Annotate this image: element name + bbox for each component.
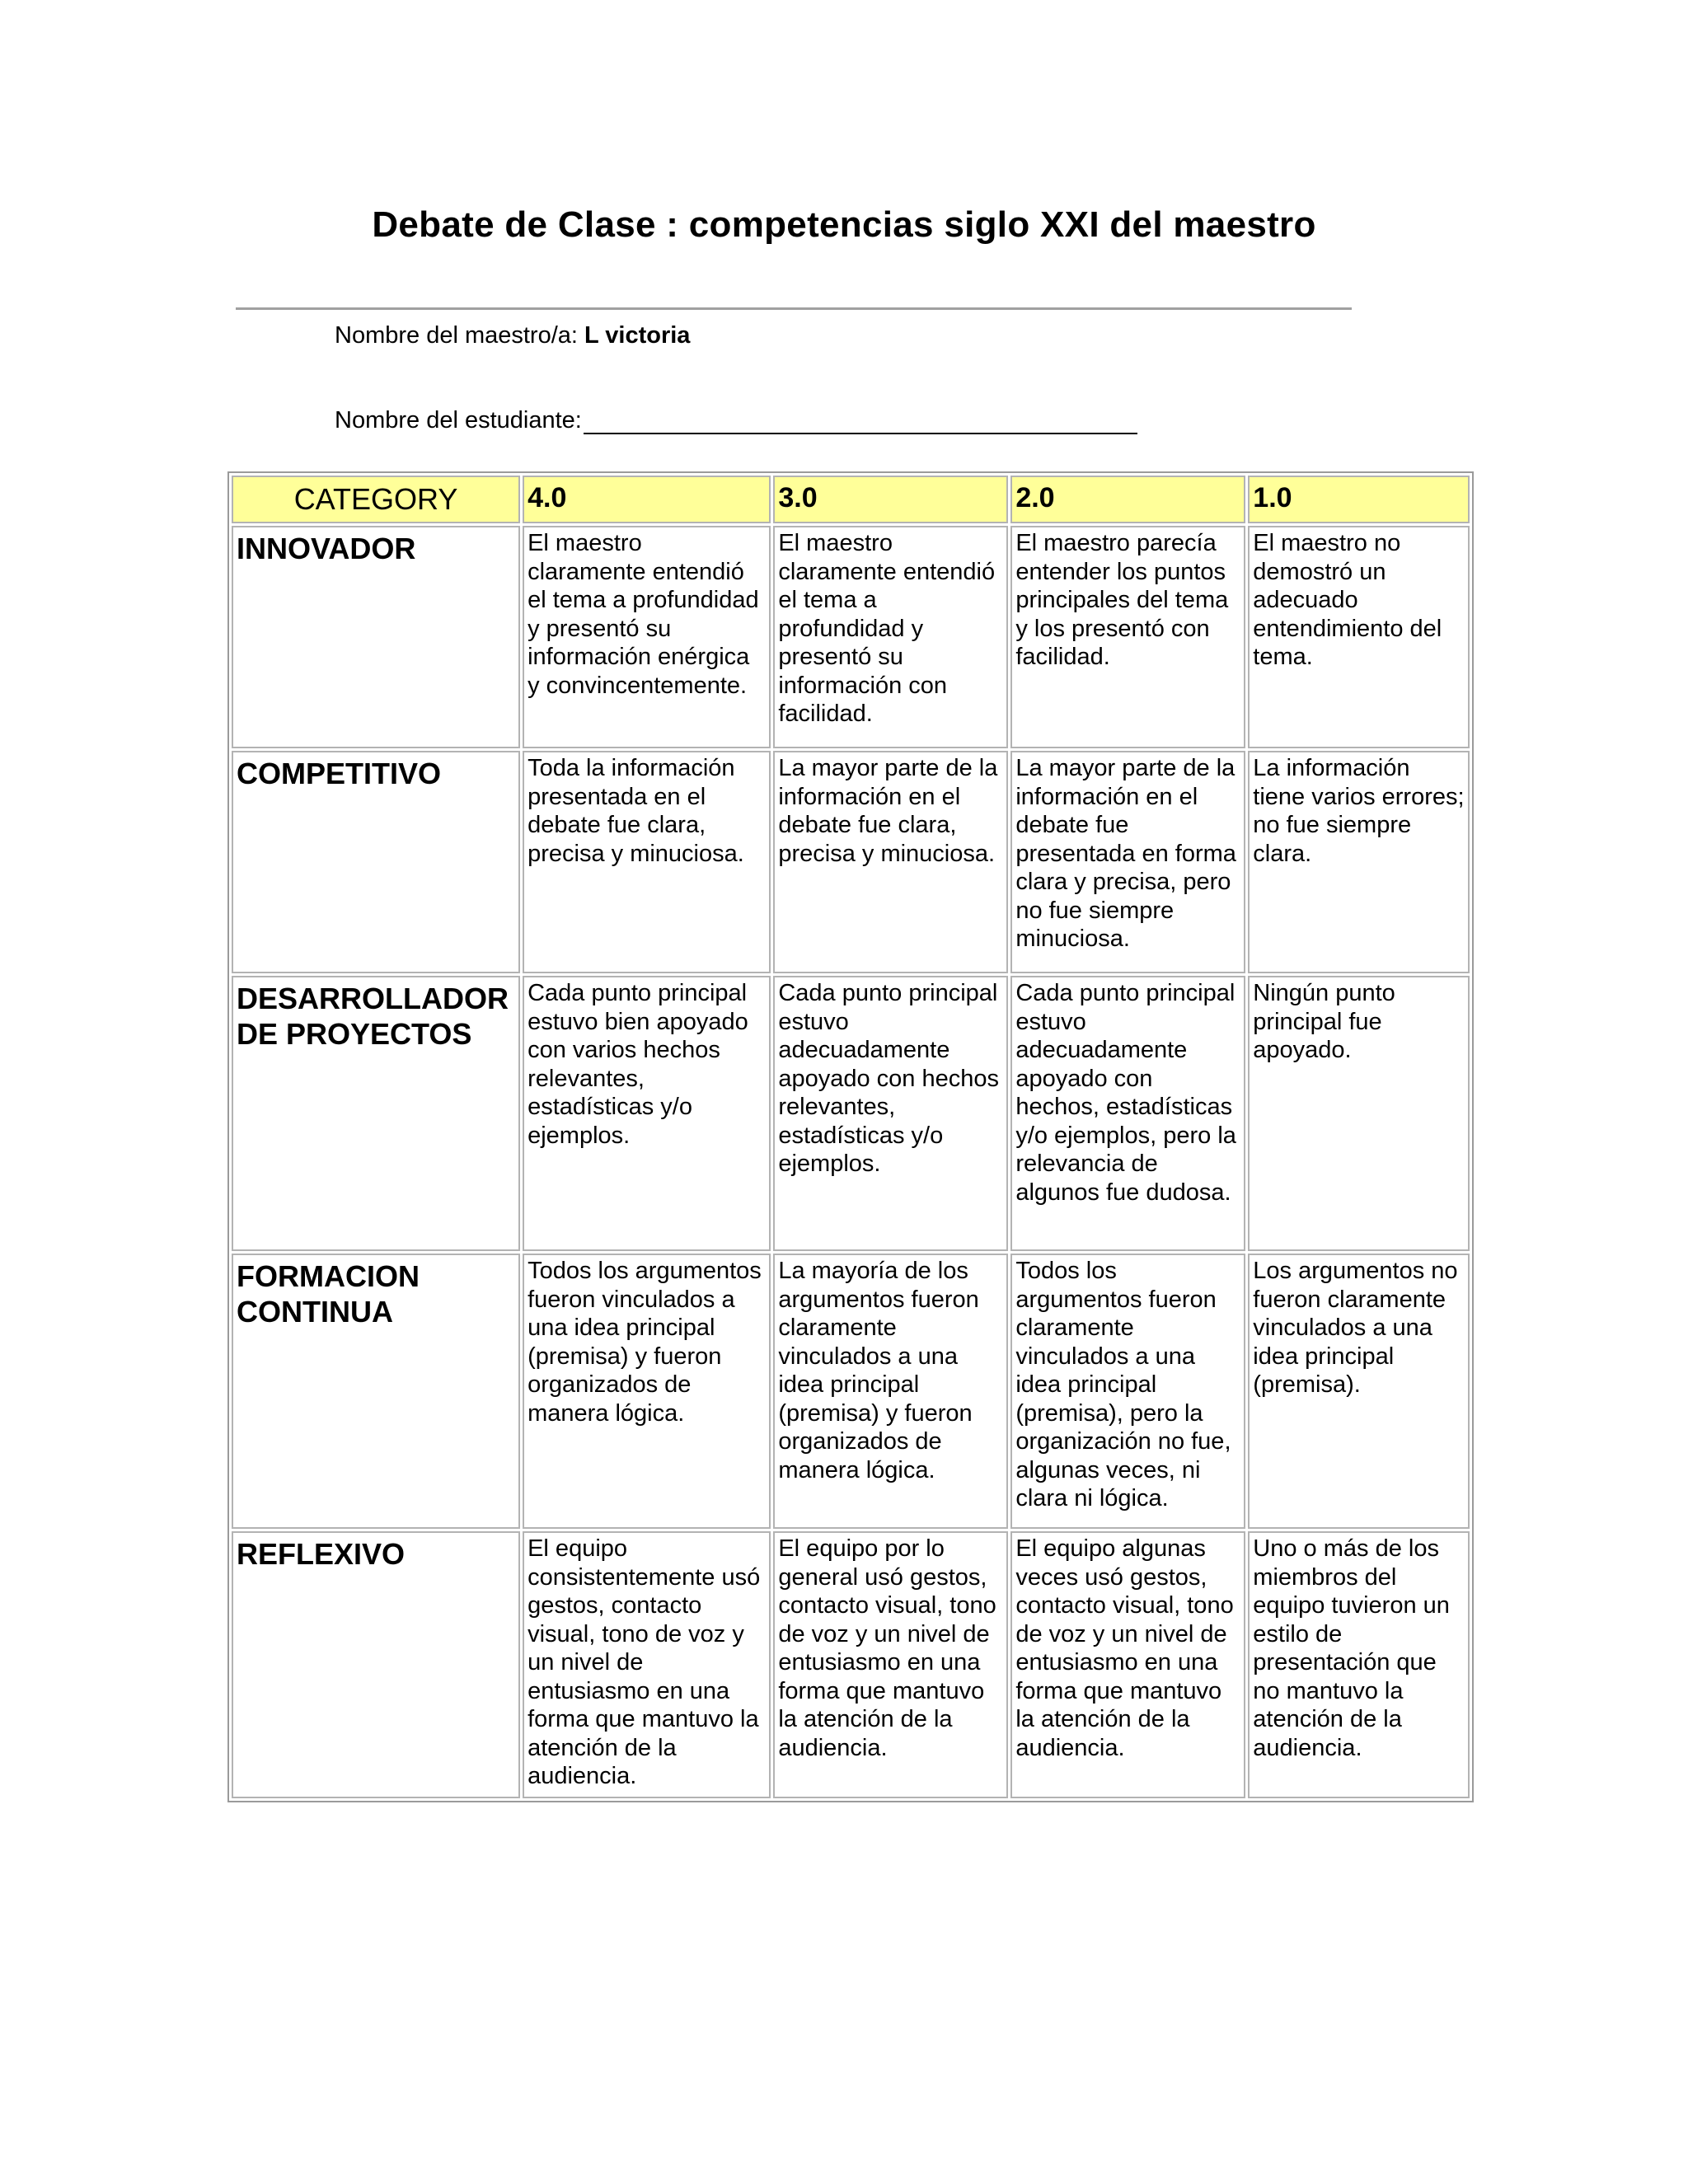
rubric-cell: La mayor parte de la información en el debate fue clara, precisa y minuciosa. [773, 751, 1008, 973]
document-title: Debate de Clase : competencias siglo XXI del maestro [372, 204, 1316, 245]
rubric-cell: La mayor parte de la información en el debate fue presentada en forma clara y precisa, pero no fue siempre minuciosa. [1010, 751, 1245, 973]
rubric-row [232, 1531, 1470, 1798]
row-category: COMPETITIVO [232, 751, 520, 973]
rubric-cell: El maestro claramente entendió el tema a profundidad y presentó su información enérgica y convincentemente. [523, 526, 771, 748]
title-divider [236, 307, 1352, 310]
header-score-4: 4.0 [523, 476, 771, 523]
rubric-row [232, 526, 1470, 748]
rubric-cell: El equipo algunas veces usó gestos, contacto visual, tono de voz y un nivel de entusiasmo en una forma que mantuvo la atención de la audiencia. [1010, 1531, 1245, 1798]
rubric-cell: Cada punto principal estuvo adecuadamente apoyado con hechos relevantes, estadísticas y/o ejemplos. [773, 976, 1008, 1251]
header-score-2: 2.0 [1010, 476, 1245, 523]
rubric-row [232, 1254, 1470, 1529]
header-category: CATEGORY [232, 476, 520, 523]
rubric-cell: El equipo consistentemente usó gestos, contacto visual, tono de voz y un nivel de entusiasmo en una forma que mantuvo la atención de la audiencia. [523, 1531, 771, 1798]
rubric-cell: Ningún punto principal fue apoyado. [1248, 976, 1470, 1251]
row-category: DESARROLLADOR DE PROYECTOS [232, 976, 520, 1251]
row-category: REFLEXIVO [232, 1531, 520, 1798]
rubric-cell: La mayoría de los argumentos fueron claramente vinculados a una idea principal (premisa) y fueron organizados de manera lógica. [773, 1254, 1008, 1529]
rubric-cell: Todos los argumentos fueron vinculados a una idea principal (premisa) y fueron organizados de manera lógica. [523, 1254, 771, 1529]
rubric-cell: El maestro parecía entender los puntos principales del tema y los presentó con facilidad. [1010, 526, 1245, 748]
rubric-row [232, 751, 1470, 973]
rubric-cell: El maestro no demostró un adecuado entendimiento del tema. [1248, 526, 1470, 748]
rubric-cell: Cada punto principal estuvo adecuadamente apoyado con hechos, estadísticas y/o ejemplos, pero la relevancia de algunos fue dudosa. [1010, 976, 1245, 1251]
header-score-1: 1.0 [1248, 476, 1470, 523]
teacher-name-label: Nombre del maestro/a: [335, 322, 585, 349]
rubric-cell: El maestro claramente entendió el tema a profundidad y presentó su información con facilidad. [773, 526, 1008, 748]
rubric-table [227, 471, 1474, 1802]
rubric-cell: Todos los argumentos fueron claramente vinculados a una idea principal (premisa), pero la organización no fue, algunas veces, ni clara ni lógica. [1010, 1254, 1245, 1529]
rubric-cell: La información tiene varios errores; no fue siempre clara. [1248, 751, 1470, 973]
student-name-field [335, 407, 1137, 434]
teacher-name-field [335, 322, 690, 349]
row-category: FORMACION CONTINUA [232, 1254, 520, 1529]
header-score-3: 3.0 [773, 476, 1008, 523]
rubric-row [232, 976, 1470, 1251]
rubric-cell: Uno o más de los miembros del equipo tuvieron un estilo de presentación que no mantuvo la atención de la audiencia. [1248, 1531, 1470, 1798]
rubric-cell: Los argumentos no fueron claramente vinculados a una idea principal (premisa). [1248, 1254, 1470, 1529]
rubric-cell: Cada punto principal estuvo bien apoyado con varios hechos relevantes, estadísticas y/o ejemplos. [523, 976, 771, 1251]
rubric-cell: El equipo por lo general usó gestos, contacto visual, tono de voz y un nivel de entusiasmo en una forma que mantuvo la atención de la audiencia. [773, 1531, 1008, 1798]
student-name-label: Nombre del estudiante: [335, 407, 582, 434]
rubric-cell: Toda la información presentada en el debate fue clara, precisa y minuciosa. [523, 751, 771, 973]
student-name-blank-line[interactable] [584, 408, 1137, 434]
rubric-header-row [232, 476, 1470, 523]
row-category: INNOVADOR [232, 526, 520, 748]
teacher-name-value: L victoria [584, 322, 691, 349]
